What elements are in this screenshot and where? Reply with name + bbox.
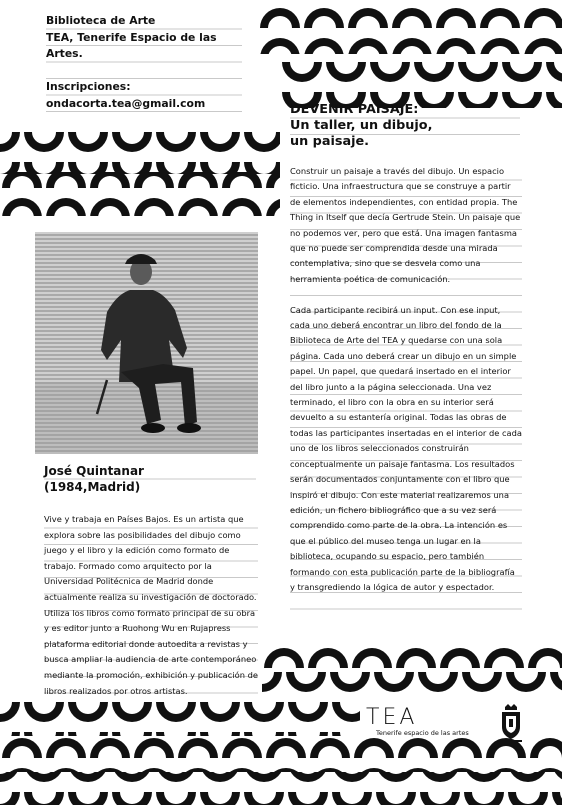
workshop-title-line3: un paisaje.: [290, 134, 370, 149]
workshop-paragraph-1: Construir un paisaje a través del dibujo. Un espacio ficticio. Una infraestructura que se construye a partir de elementos independientes, con entidad propia. The Thing in Itself que decía Gertrude Stein. Un paisaje que no podemos ver, pero que está. Una imagen fantasma que no puede ser comprendida desde una mirada contemplativa, sino que se desvela como una herramienta poética de comunicación.: [290, 166, 521, 284]
workshop-title-line2: Un taller, un dibujo,: [290, 118, 433, 133]
arc-pattern-top-right: [258, 0, 562, 108]
artist-name: José Quintanar: [44, 464, 144, 478]
artist-heading: [44, 463, 256, 495]
signup-label: Inscripciones:: [46, 80, 131, 93]
venue-place-line2: Artes.: [46, 47, 83, 60]
workshop-title-line1: DEVENIR PAISAJE:: [290, 102, 419, 117]
workshop-paragraph-2: Cada participante recibirá un input. Con ese input, cada uno deberá encontrar un libro del fondo de la Biblioteca de Arte del TEA y quedarse con una sola página. Cada uno deberá crear un dibujo en un simple papel. Un papel, que quedará insertado en el interior del libro junto a la página seleccionada. Una vez terminado, el libro con la obra en su interior será devuelto a su estantería original. Todas las obras de todas las participantes insertadas en el interior de cada uno de los libros seleccionados construirán conceptualmente un paisaje fantasma. Los resultados serán documentados conjuntamente con el libro que inspiró el dibujo. Con este material realizaremos una edición, un fichero bibliográfico que a su vez será comprendido como parte de la obra. La intención es que el público del museo tenga un lugar en la biblioteca, ocupando su espacio, pero también formando con esta publicación parte de la bibliografía y transgrediendo la lógica de autor y espectador.: [290, 304, 522, 592]
cabildo-crest-icon: [496, 703, 526, 743]
spacer: [46, 63, 242, 80]
artist-origin: (1984,Madrid): [44, 480, 141, 494]
venue-name: Biblioteca de Arte: [46, 14, 156, 27]
artist-bio: Vive y trabaja en Países Bajos. Es un artista que explora sobre las posibilidades del dibujo como juego y el libro y la edición como formato de trabajo. Formado como arquitecto por la Universidad Politécnica de Madrid donde actualmente realiza su investigación de doctorado. Utiliza los libros como formato principal de su obra y es editor junto a Ruohong Wu en Rujapress plataforma editorial donde autoedita a revistas y busca ampliar la audiencia de arte contemporáneo mediante la promoción, exhibición y publicación de libros realizados por otros artistas.: [44, 512, 258, 699]
contact-block: [46, 13, 242, 112]
tea-logo: [366, 705, 492, 741]
workshop-description: [290, 164, 522, 611]
workshop-title: [290, 102, 520, 150]
venue-place-line1: TEA, Tenerife Espacio de las: [46, 30, 217, 44]
signup-email[interactable]: ondacorta.tea@gmail.com: [46, 96, 206, 110]
arc-pattern-left-middle: [0, 130, 280, 216]
tea-logo-tagline: Tenerife espacio de las artes: [376, 729, 469, 737]
arc-pattern-bottom-right: [262, 640, 562, 700]
tea-logo-word: TEA: [366, 705, 418, 730]
artist-portrait: [35, 232, 258, 454]
